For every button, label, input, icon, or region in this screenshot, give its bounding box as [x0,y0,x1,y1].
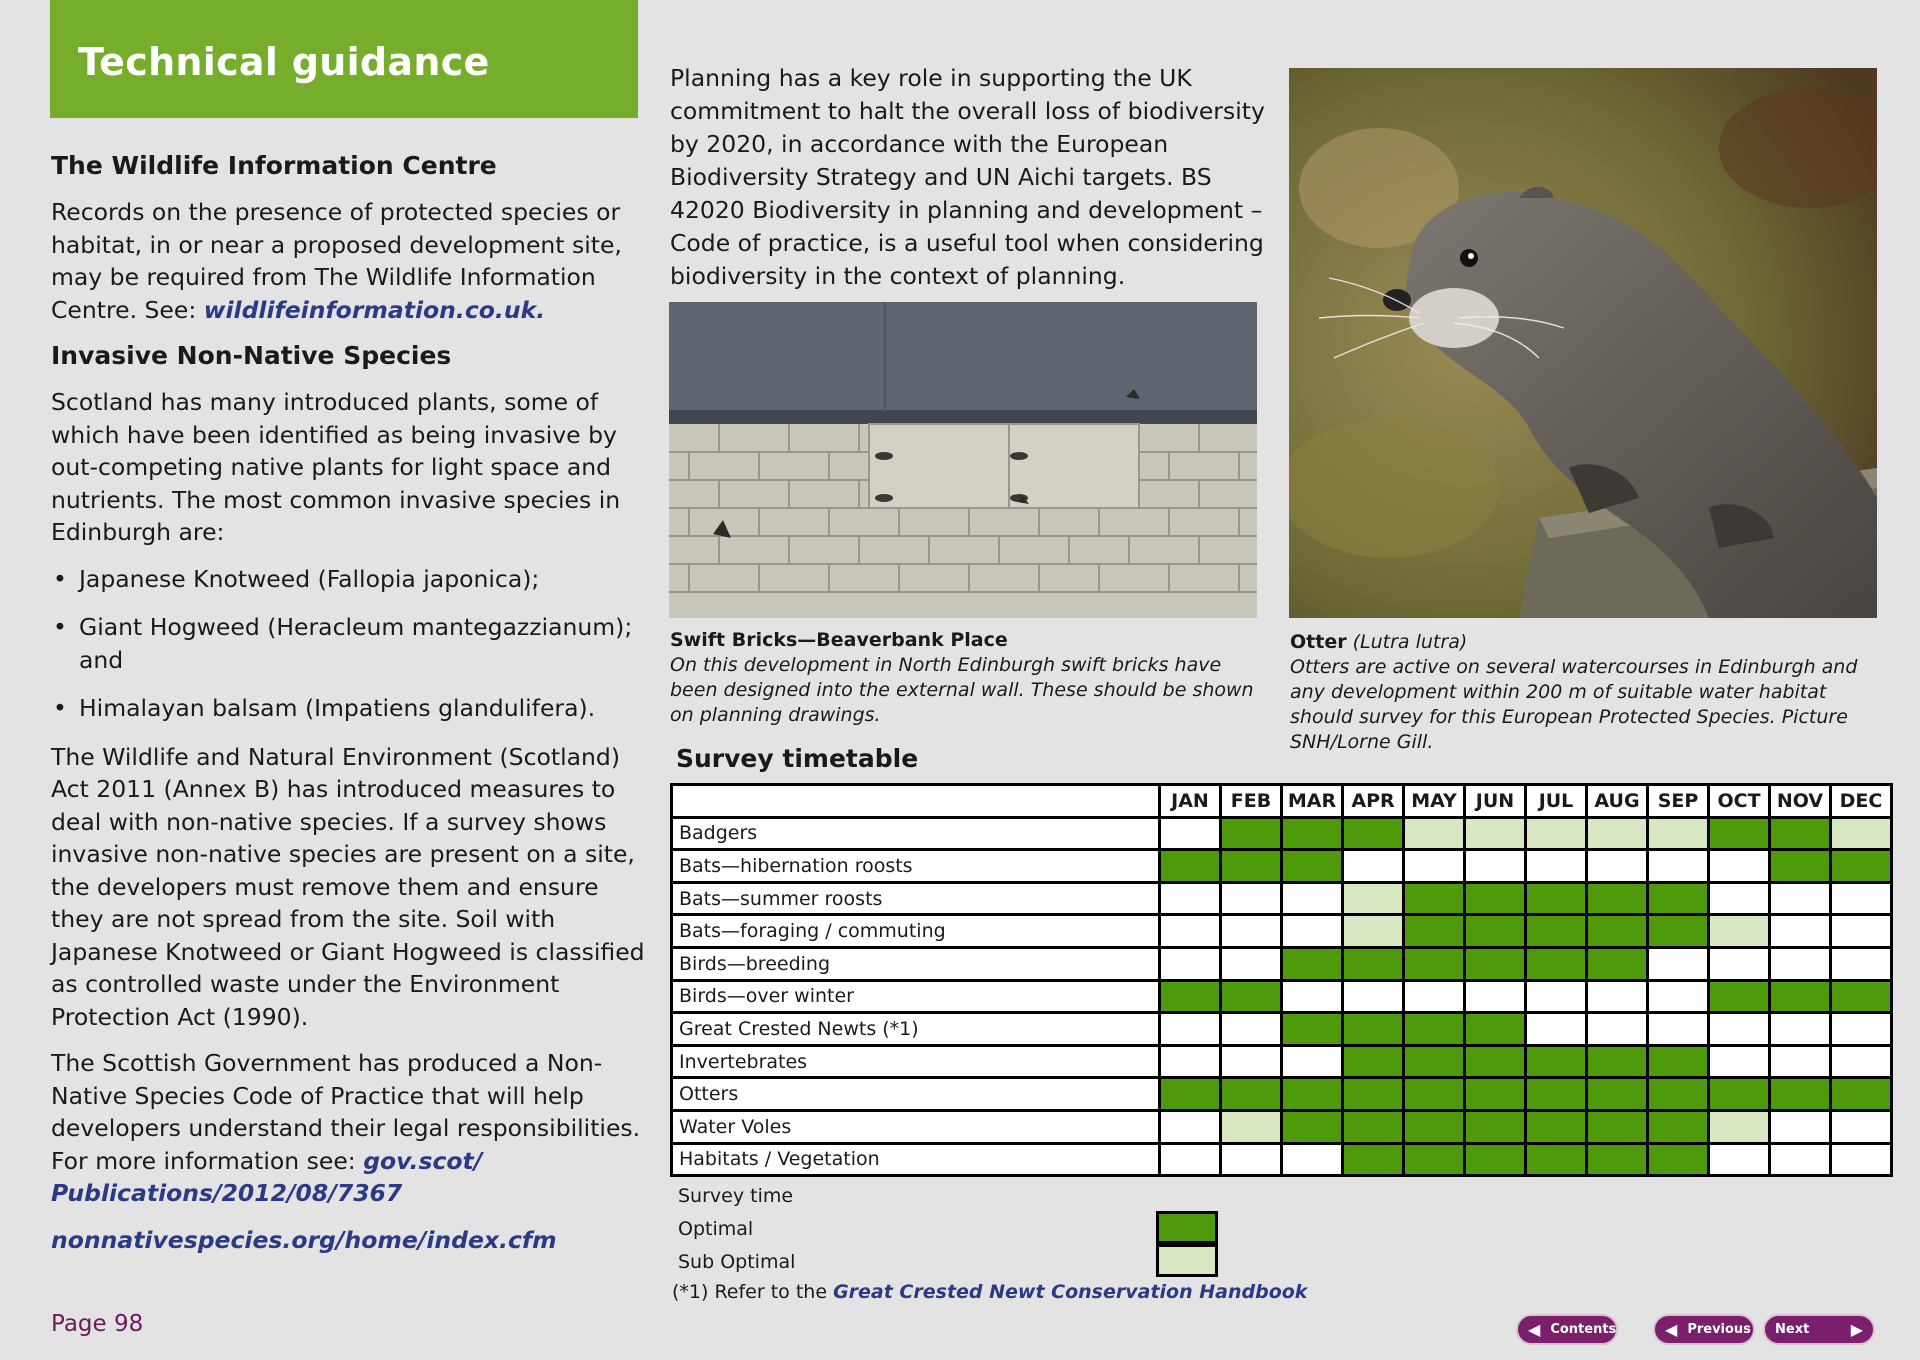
empty-cell [1160,882,1221,915]
suboptimal-cell [1709,1110,1770,1143]
legend-suboptimal-label: Sub Optimal [678,1251,796,1273]
optimal-cell [1343,1110,1404,1143]
optimal-cell [1282,1110,1343,1143]
empty-cell [1160,1013,1221,1046]
empty-cell [1587,850,1648,883]
left-column [51,150,646,1256]
month-header: FEB [1221,785,1282,818]
optimal-cell [1648,915,1709,948]
optimal-cell [1831,980,1892,1013]
species-name-cell: Otters [672,1078,1160,1111]
optimal-cell [1404,1143,1465,1176]
optimal-cell [1160,1078,1221,1111]
empty-cell [1282,915,1343,948]
optimal-cell [1526,915,1587,948]
empty-cell [1831,1110,1892,1143]
optimal-cell [1404,1045,1465,1078]
empty-cell [1343,850,1404,883]
month-header: JAN [1160,785,1221,818]
footnote [672,1281,1307,1303]
optimal-cell [1404,882,1465,915]
wic-text: Records on the presence of protected species or habitat, in or near a proposed development site, may be required from The Wildlife Information Centre. See: [51,198,622,324]
species-name-cell: Bats—hibernation roosts [672,850,1160,883]
optimal-cell [1221,850,1282,883]
empty-cell [1709,947,1770,980]
suboptimal-cell [1465,817,1526,850]
footnote-text: (*1) Refer to the [672,1281,834,1303]
optimal-cell [1526,1110,1587,1143]
empty-cell [1770,1045,1831,1078]
legend-suboptimal-swatch [1156,1244,1218,1277]
empty-cell [1770,1143,1831,1176]
optimal-cell [1648,882,1709,915]
empty-cell [1770,1013,1831,1046]
species-list [51,563,646,725]
suboptimal-cell [1709,915,1770,948]
empty-cell [1221,1045,1282,1078]
month-header: OCT [1709,785,1770,818]
nonnative-link[interactable]: nonnativespecies.org/home/index.cfm [51,1225,557,1254]
table-row [672,882,1892,915]
wic-link[interactable]: wildlifeinformation.co.uk. [203,295,546,324]
optimal-cell [1404,915,1465,948]
empty-cell [1831,882,1892,915]
empty-cell [1221,1013,1282,1046]
swift-caption [670,628,1270,728]
optimal-cell [1648,1078,1709,1111]
list-item: • Japanese Knotweed (Fallopia japonica); [51,563,646,596]
wic-paragraph [51,196,646,326]
empty-cell [1526,1013,1587,1046]
optimal-cell [1465,1013,1526,1046]
species-name-cell: Invertebrates [672,1045,1160,1078]
suboptimal-cell [1343,915,1404,948]
optimal-cell [1648,1110,1709,1143]
left-arrow-icon: ◀ [1665,1320,1678,1339]
empty-cell [1404,980,1465,1013]
table-row [672,915,1892,948]
optimal-cell [1343,1045,1404,1078]
empty-cell [1709,1045,1770,1078]
suboptimal-cell [1526,817,1587,850]
species-name-cell: Habitats / Vegetation [672,1143,1160,1176]
empty-cell [1221,882,1282,915]
optimal-cell [1526,947,1587,980]
empty-cell [1282,1045,1343,1078]
optimal-cell [1587,1078,1648,1111]
optimal-cell [1282,817,1343,850]
empty-cell [1221,1143,1282,1176]
empty-cell [1831,915,1892,948]
header-blank-cell [672,785,1160,818]
empty-cell [1160,817,1221,850]
empty-cell [1770,882,1831,915]
empty-cell [1160,1110,1221,1143]
optimal-cell [1221,817,1282,850]
survey-timetable-title: Survey timetable [676,744,919,773]
legend-optimal-label: Optimal [678,1218,754,1240]
empty-cell [1709,882,1770,915]
optimal-cell [1465,947,1526,980]
optimal-cell [1160,850,1221,883]
species-name-cell: Bats—foraging / commuting [672,915,1160,948]
optimal-cell [1587,882,1648,915]
next-label: Next [1775,1322,1810,1337]
optimal-cell [1587,1143,1648,1176]
table-row [672,817,1892,850]
previous-button[interactable] [1653,1314,1755,1345]
optimal-cell [1648,1045,1709,1078]
code-text: The Scottish Government has produced a Non-Native Species Code of Practice that will help developers understand their legal responsibilities. For more information see: [51,1049,641,1175]
table-row [672,1078,1892,1111]
optimal-cell [1831,1078,1892,1111]
suboptimal-cell [1587,817,1648,850]
page-number: Page 98 [51,1311,144,1337]
otter-caption-latin: (Lutra lutra) [1352,631,1468,653]
suboptimal-cell [1221,1110,1282,1143]
month-header: MAR [1282,785,1343,818]
month-header: APR [1343,785,1404,818]
empty-cell [1160,915,1221,948]
optimal-cell [1282,1078,1343,1111]
empty-cell [1465,980,1526,1013]
optimal-cell [1282,1013,1343,1046]
contents-button[interactable] [1516,1314,1618,1345]
empty-cell [1587,980,1648,1013]
month-header: DEC [1831,785,1892,818]
optimal-cell [1160,980,1221,1013]
otter-caption-title: Otter [1290,631,1347,653]
month-header: SEP [1648,785,1709,818]
list-item: • Giant Hogweed (Heracleum mantegazzianum); and [51,611,646,676]
optimal-cell [1404,1078,1465,1111]
optimal-cell [1831,850,1892,883]
legend-title: Survey time [678,1185,794,1207]
empty-cell [1648,947,1709,980]
table-row [672,947,1892,980]
right-arrow-icon: ▶ [1850,1320,1863,1339]
optimal-cell [1282,850,1343,883]
table-row [672,1045,1892,1078]
optimal-cell [1770,1078,1831,1111]
swift-bricks-photo [669,302,1257,618]
optimal-cell [1709,817,1770,850]
otter-photo [1289,68,1877,618]
optimal-cell [1709,980,1770,1013]
inns-paragraph: Scotland has many introduced plants, some of which have been identified as being invasive by out-competing native plants for light space and nutrients. The most common invasive species in Edinburgh are: [51,388,621,546]
empty-cell [1831,1013,1892,1046]
empty-cell [1221,915,1282,948]
swift-caption-title: Swift Bricks—Beaverbank Place [670,629,1008,651]
optimal-cell [1465,1143,1526,1176]
table-header-row [672,785,1892,818]
species-name-cell: Water Voles [672,1110,1160,1143]
gov-scot-link[interactable]: gov.scot/ Publications/2012/08/7367 [51,1146,483,1207]
optimal-cell [1587,1110,1648,1143]
empty-cell [1709,1143,1770,1176]
legend [678,1180,795,1279]
legend-optimal-swatch [1156,1211,1218,1244]
empty-cell [1160,1143,1221,1176]
optimal-cell [1770,980,1831,1013]
species-name-cell: Great Crested Newts (*1) [672,1013,1160,1046]
empty-cell [1282,1143,1343,1176]
table-row [672,1110,1892,1143]
empty-cell [1160,947,1221,980]
previous-label: Previous [1687,1322,1751,1337]
empty-cell [1282,980,1343,1013]
empty-cell [1770,947,1831,980]
empty-cell [1282,882,1343,915]
header-bar [50,0,638,118]
empty-cell [1709,850,1770,883]
optimal-cell [1526,882,1587,915]
species-name-cell: Birds—over winter [672,980,1160,1013]
optimal-cell [1343,1078,1404,1111]
empty-cell [1648,980,1709,1013]
act-paragraph: The Wildlife and Natural Environment (Scotland) Act 2011 (Annex B) has introduced measures to deal with non-native species. If a survey shows invasive non-native species are present on a site, the developers must remove them and ensure they are not spread from the site. Soil with Japanese Knotweed or Giant Hogweed is classified as controlled waste under the Environment Protection Act (1990). [51,742,645,1031]
month-header: JUN [1465,785,1526,818]
species-name-cell: Badgers [672,817,1160,850]
next-button[interactable] [1763,1314,1875,1345]
optimal-cell [1404,1013,1465,1046]
empty-cell [1831,947,1892,980]
optimal-cell [1404,1110,1465,1143]
optimal-cell [1343,817,1404,850]
otter-caption-body: Otters are active on several watercourses in Edinburgh and any development within 200 m of suitable water habitat should survey for this European Protected Species. Picture SNH/Lorne Gill. [1290,656,1858,753]
optimal-cell [1404,947,1465,980]
suboptimal-cell [1343,882,1404,915]
optimal-cell [1465,1078,1526,1111]
optimal-cell [1343,1143,1404,1176]
empty-cell [1404,850,1465,883]
otter-caption [1290,630,1890,755]
optimal-cell [1709,1078,1770,1111]
left-arrow-icon: ◀ [1528,1320,1541,1339]
empty-cell [1831,1143,1892,1176]
empty-cell [1648,1013,1709,1046]
species-name-cell: Bats—summer roosts [672,882,1160,915]
empty-cell [1770,915,1831,948]
code-paragraph [51,1047,646,1210]
inns-heading: Invasive Non-Native Species [51,341,452,370]
table-row [672,1143,1892,1176]
month-header: NOV [1770,785,1831,818]
empty-cell [1343,980,1404,1013]
optimal-cell [1526,1045,1587,1078]
table-row [672,1013,1892,1046]
wic-heading: The Wildlife Information Centre [51,151,497,180]
month-header: JUL [1526,785,1587,818]
month-header: AUG [1587,785,1648,818]
gcn-handbook-link[interactable]: Great Crested Newt Conservation Handbook [833,1281,1308,1303]
empty-cell [1587,1013,1648,1046]
contents-label: Contents [1550,1322,1617,1337]
empty-cell [1160,1045,1221,1078]
table-row [672,980,1892,1013]
optimal-cell [1465,882,1526,915]
otter-caption-header [1290,630,1890,655]
suboptimal-cell [1831,817,1892,850]
table-row [672,850,1892,883]
optimal-cell [1465,1110,1526,1143]
optimal-cell [1282,947,1343,980]
optimal-cell [1587,947,1648,980]
empty-cell [1770,1110,1831,1143]
suboptimal-cell [1404,817,1465,850]
empty-cell [1526,980,1587,1013]
optimal-cell [1221,980,1282,1013]
survey-timetable [670,783,1893,1177]
empty-cell [1221,947,1282,980]
intro-paragraph: Planning has a key role in supporting the UK commitment to halt the overall loss of biodiversity by 2020, in accordance with the European Biodiversity Strategy and UN Aichi targets. BS 42020 Biodiversity in planning and development – Code of practice, is a useful tool when considering biodiversity in the context of planning. [670,64,1265,290]
optimal-cell [1587,1045,1648,1078]
optimal-cell [1465,915,1526,948]
species-name-cell: Birds—breeding [672,947,1160,980]
month-header: MAY [1404,785,1465,818]
optimal-cell [1343,1013,1404,1046]
optimal-cell [1770,817,1831,850]
empty-cell [1709,1013,1770,1046]
empty-cell [1648,850,1709,883]
optimal-cell [1221,1078,1282,1111]
page-title: Technical guidance [78,40,490,84]
optimal-cell [1526,1078,1587,1111]
swift-caption-body: On this development in North Edinburgh swift bricks have been designed into the external wall. These should be shown on planning drawings. [670,654,1254,726]
suboptimal-cell [1648,817,1709,850]
optimal-cell [1587,915,1648,948]
optimal-cell [1343,947,1404,980]
empty-cell [1465,850,1526,883]
optimal-cell [1770,850,1831,883]
optimal-cell [1526,1143,1587,1176]
empty-cell [1831,1045,1892,1078]
optimal-cell [1465,1045,1526,1078]
optimal-cell [1648,1143,1709,1176]
empty-cell [1526,850,1587,883]
list-item: • Himalayan balsam (Impatiens glandulifera). [51,692,646,725]
